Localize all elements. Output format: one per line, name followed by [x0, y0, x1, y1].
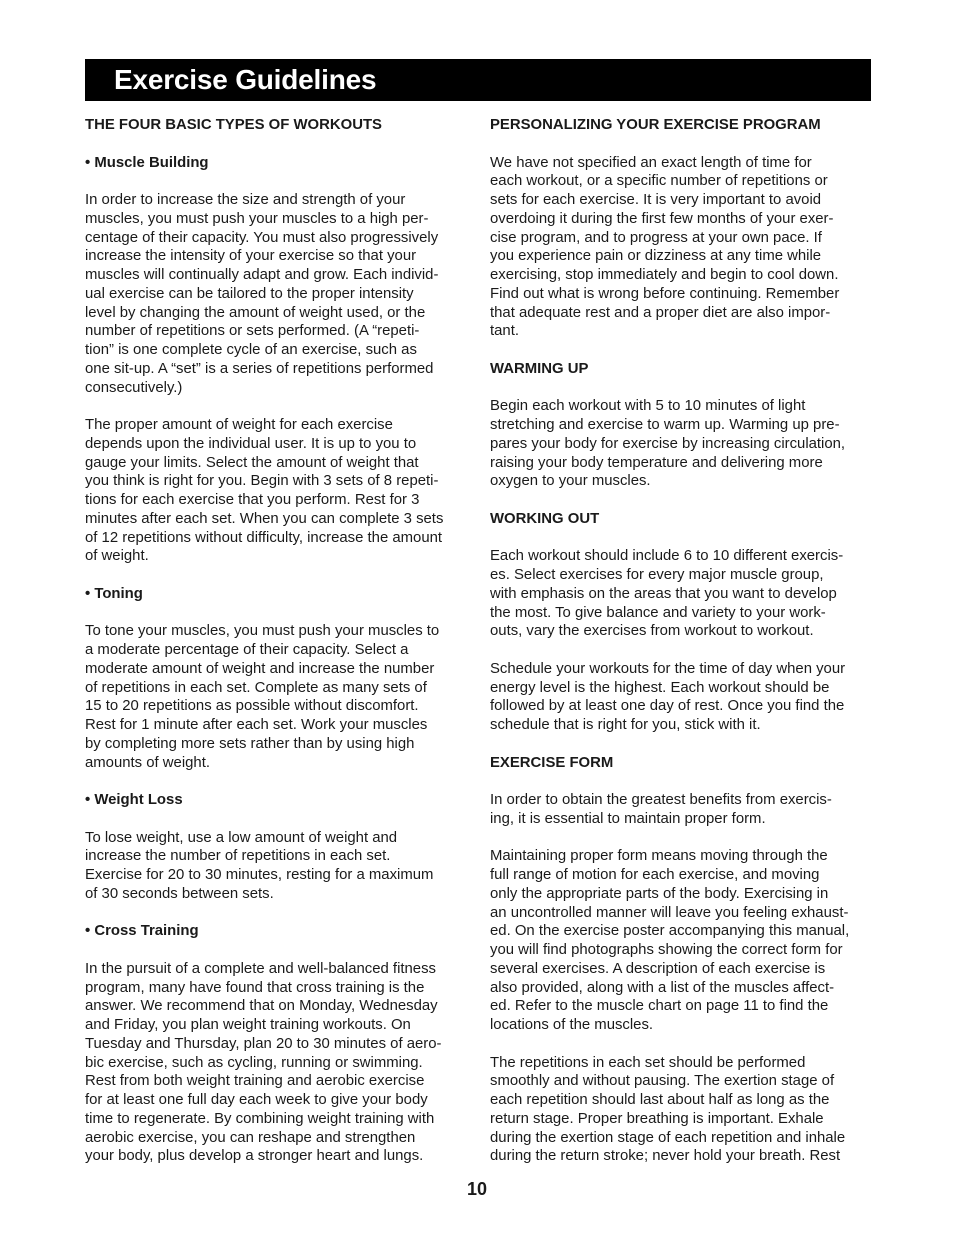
subheading-muscle-building: • Muscle Building [85, 154, 209, 171]
paragraph-muscle-building-2: The proper amount of weight for each exercise depends upon the individual user. It is up to you to gauge your limits. Select the amount of weight that you think is right for you. Begin with 3 sets of 8 repeti- tions for each exercise that you perform. Rest for 3 minutes after each set. When you can complete 3 sets of 12 repetitions without difficulty, increase the amount of weight. [85, 417, 444, 565]
paragraph-exercise-form-1: In order to obtain the greatest benefits from exercis- ing, it is essential to maintain proper form. [490, 792, 832, 827]
subheading-weight-loss: • Weight Loss [85, 792, 183, 808]
paragraph-muscle-building-1: In order to increase the size and strength of your muscles, you must push your muscles to a high per- centage of their capacity. You must also progressively increase the intensity of your exercise so that your muscles will continually adapt and grow. Each individ- ual exercise can be tailored to the proper intensity level by changing the amount of weight used, or the number of repetitions or sets performed. (A “repeti- tion” is one complete cycle of an exercise, such as one sit-up. A “set” is a series of repetitions performed consecutively.) [85, 192, 439, 396]
right-column [490, 116, 872, 1185]
section-heading-personalizing: PERSONALIZING YOUR EXERCISE PROGRAM [490, 117, 821, 133]
section-heading-warming-up: WARMING UP [490, 360, 589, 377]
paragraph-exercise-form-3: The repetitions in each set should be performed smoothly and without pausing. The exertion stage of each repetition should last about half as long as the return stage. Proper breathing is important. Exhale during the exertion stage of each repetition and inhale during the return stroke; never hold your breath. Rest [490, 1054, 846, 1165]
paragraph-personalizing: We have not specified an exact length of time for each workout, or a specific number of repetitions or sets for each exercise. It is very important to avoid overdoing it during the first few months of your exer- cise program, and to progress at your own pace. If you experience pain or dizziness at any time while exercising, stop immediately and begin to cool down. Find out what is wrong before continuing. Remember that adequate rest and a proper diet are also impor- tant. [490, 154, 840, 340]
paragraph-toning: To tone your muscles, you must push your muscles to a moderate percentage of their capacity. Select a moderate amount of weight and increase the number of repetitions in each set. Complete as many sets of 15 to 20 repetitions as possible without discomfort. Rest for 1 minute after each set. Work your muscles by completing more sets rather than by using high amounts of weight. [85, 623, 440, 771]
paragraph-working-out-1: Each workout should include 6 to 10 different exercis- es. Select exercises for every major muscle group, with emphasis on the areas that you want to develop the most. To give balance and variety to your work- outs, vary the exercises from workout to workout. [490, 548, 844, 640]
paragraph-working-out-2: Schedule your workouts for the time of day when your energy level is the highest. Each workout should be followed by at least one day of rest. Once you find the schedule that is right for you, stick with it. [490, 660, 846, 733]
page-title: Exercise Guidelines [114, 64, 377, 95]
section-heading-workout-types: THE FOUR BASIC TYPES OF WORKOUTS [85, 117, 382, 133]
paragraph-weight-loss: To lose weight, use a low amount of weight and increase the number of repetitions in each set. Exercise for 20 to 30 minutes, resting for a maximum of 30 seconds between sets. [85, 829, 434, 902]
subheading-cross-training: • Cross Training [85, 923, 199, 940]
paragraph-cross-training: In the pursuit of a complete and well-balanced fitness program, many have found that cross training is the answer. We recommend that on Monday, Wednesday and Friday, you plan weight training workouts. On Tuesday and Thursday, plan 20 to 30 minutes of aero- bic exercise, such as cycling, running or swimming. Rest from both weight training and aerobic exercise for at least one full day each week to give your body time to regenerate. By combining weight training with aerobic exercise, you can reshape and strengthen your body, plus develop a stronger heart and lungs. [85, 960, 442, 1165]
paragraph-exercise-form-2: Maintaining proper form means moving through the full range of motion for each exercise, and moving only the appropriate parts of the body. Exercising in an uncontrolled manner will leave you feeling exhaust- ed. On the exercise poster accompanying this manual, you will find photographs showing the correct form for several exercises. A description of each exercise is also provided, along with a list of the muscles affect- ed. Refer to the muscle chart on page 11 to find the locations of the muscles. [490, 848, 850, 1033]
section-heading-exercise-form: EXERCISE FORM [490, 754, 614, 771]
subheading-toning: • Toning [85, 585, 143, 602]
left-column [85, 116, 467, 1185]
page-number: 10 [466, 1179, 488, 1199]
paragraph-warming-up: Begin each workout with 5 to 10 minutes of light stretching and exercise to warm up. Warming up pre- pares your body for exercise by increasing circulation, raising your body temperature and delivering more oxygen to your muscles. [490, 398, 846, 490]
section-heading-working-out: WORKING OUT [490, 510, 600, 527]
title-bar [85, 59, 871, 101]
